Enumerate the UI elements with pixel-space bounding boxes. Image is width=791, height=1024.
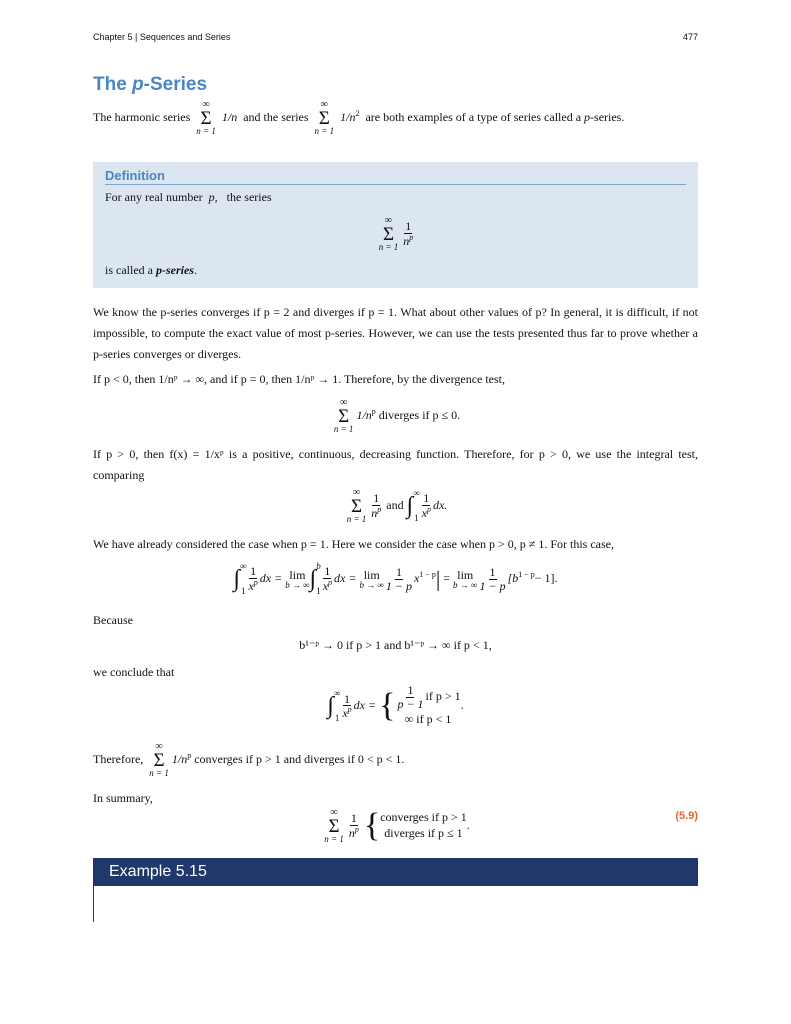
paragraph: If p < 0, then 1/nᵖ → ∞, and if p = 0, then 1/nᵖ → 1. Therefore, by the divergence test, — [93, 372, 506, 386]
definition-conclusion: is called a p-series. — [105, 263, 197, 277]
summation: ∞ Σ n = 1 — [314, 99, 335, 136]
section-title: The p-Series — [93, 74, 208, 95]
equation: ∞ Σ n = 1 $\frac{1}{n^p}$ { converges if p > 1 diverges if p ≤ 1 . — [324, 807, 470, 844]
intro-paragraph: The harmonic series ∞ Σ n = 1 1/n and the series ∞ Σ n = 1 $1/n^2$ are both examples of a type of series called a p-series. — [93, 99, 625, 136]
equation: ∫ ∞ 1 $\frac{1}{x^p}$ dx = { $\frac{1}{p - 1}$ if p > 1 ∞ if p < 1 . — [327, 683, 464, 727]
equation: ∫ ∞ 1 $\frac{1}{x^p}$ dx = lim b → ∞ ∫ b 1 $\frac{1}{x^p}$ dx = lim b → ∞ $\frac{1}{1 - p}$ $x^{1 - p}|$ = lim b → ∞ $\frac{1}{1 - p}$ $[b^{1 - p}- 1]$. — [233, 561, 558, 596]
definition-box — [93, 162, 698, 288]
summation: ∞ Σ n = 1 — [196, 99, 216, 136]
chapter-header: Chapter 5 | Sequences and Series — [93, 32, 231, 42]
equation: ∞ Σ n = 1 $\frac{1}{n^p}$ and ∫ ∞ 1 $\frac{1}{x^p}$ dx. — [346, 487, 448, 524]
paragraph: In summary, — [93, 791, 153, 805]
paragraph: We know the p-series converges if p = 2 and diverges if p = 1. What about other values of p? In general, it is difficult, if not impossible, to compute the exact value of most p-series. However, we can use the tests presented thus far to prove whether a p-series converges or diverges. — [93, 305, 698, 361]
equation: b¹⁻ᵖ → 0 if p > 1 and b¹⁻ᵖ → ∞ if p < 1, — [299, 638, 492, 652]
equation-number: (5.9) — [675, 810, 698, 822]
paragraph: Because — [93, 613, 133, 627]
definition-title: Definition — [105, 168, 686, 185]
example-border — [93, 886, 94, 922]
definition-formula: ∞ Σ n = 1 $\frac{1}{n^p}$ — [378, 215, 414, 252]
example-header: Example 5.15 — [93, 858, 698, 886]
definition-text: For any real number p, the series — [105, 190, 272, 204]
paragraph: If p > 0, then f(x) = 1/xᵖ is a positive, continuous, decreasing function. Therefore, for p > 0, we use the integral test, comparing — [93, 447, 698, 482]
paragraph: we conclude that — [93, 665, 175, 679]
paragraph: Therefore, ∞ Σ n = 1 $1/n^p$ converges if p > 1 and diverges if 0 < p < 1. — [93, 741, 405, 778]
page-number: 477 — [682, 32, 698, 42]
equation: ∞ Σ n = 1 $1/n^p$ diverges if p ≤ 0. — [333, 397, 461, 434]
paragraph: We have already considered the case when p = 1. Here we consider the case when p > 0, p ≠ 1. For this case, — [93, 537, 614, 551]
